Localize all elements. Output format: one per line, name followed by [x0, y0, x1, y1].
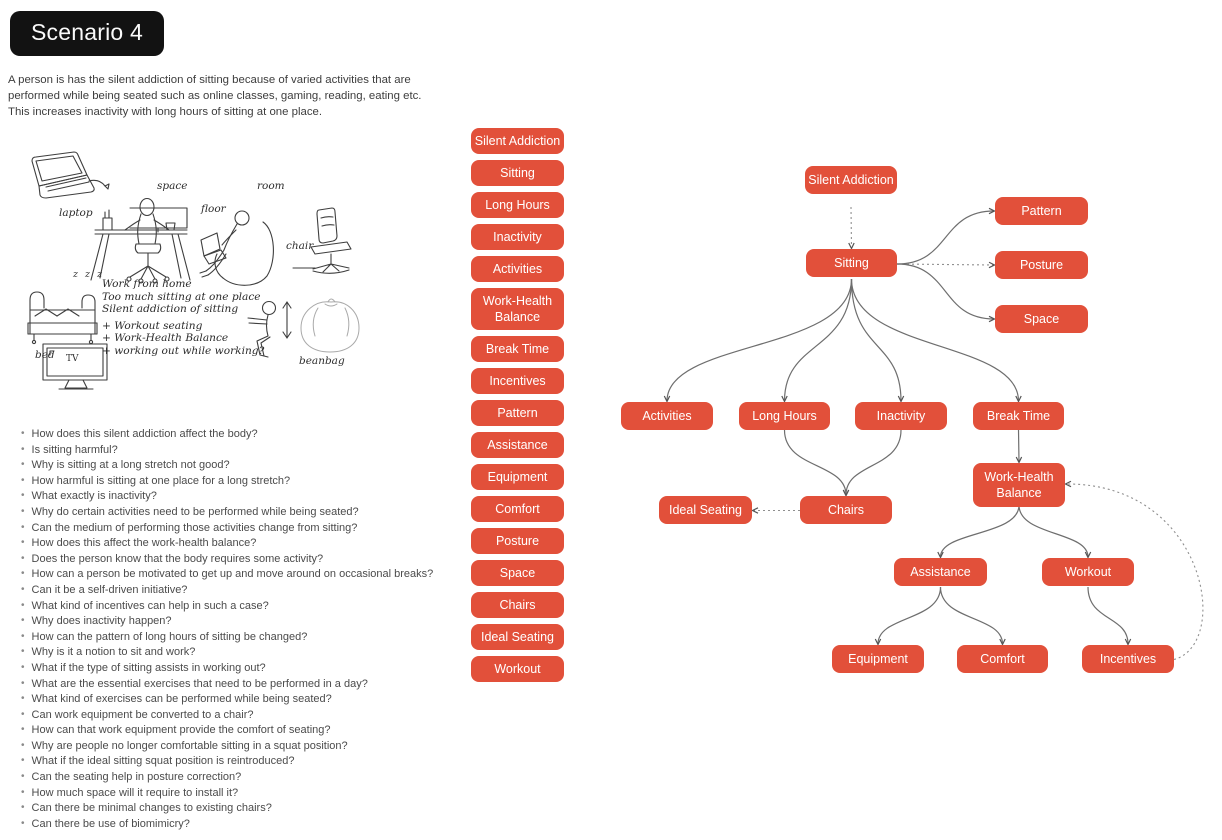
question-item: • How can the pattern of long hours of sitting be changed?: [21, 630, 491, 646]
laptop-sketch-icon: [32, 152, 109, 198]
tag-sitting[interactable]: Sitting: [471, 160, 564, 186]
question-item: • How harmful is sitting at one place for a long stretch?: [21, 474, 491, 490]
question-item: • Can the medium of performing those activities change from sitting?: [21, 521, 491, 537]
question-item: • Can the seating help in posture correction?: [21, 770, 491, 786]
desk-scene-sketch: [91, 199, 190, 284]
tag-silent-addiction[interactable]: Silent Addiction: [471, 128, 564, 154]
tag-pattern[interactable]: Pattern: [471, 400, 564, 426]
question-item: • What kind of exercises can be performed while being seated?: [21, 692, 491, 708]
edge-silent-addiction-to-sitting: [851, 207, 852, 248]
node-long-hours[interactable]: Long Hours: [739, 402, 830, 430]
tag-comfort[interactable]: Comfort: [471, 496, 564, 522]
edge-sitting-to-inactivity: [852, 279, 902, 401]
sketch-label-bed: bed: [35, 349, 55, 361]
node-workout[interactable]: Workout: [1042, 558, 1134, 586]
tag-activities[interactable]: Activities: [471, 256, 564, 282]
question-item: • Can it be a self-driven initiative?: [21, 583, 491, 599]
question-item: • Why are people no longer comfortable sitting in a squat position?: [21, 739, 491, 755]
question-item: • Can work equipment be converted to a chair?: [21, 708, 491, 724]
sketch-note-line: + Workout seating: [102, 319, 203, 332]
tag-space[interactable]: Space: [471, 560, 564, 586]
edge-assistance-to-comfort: [941, 587, 1003, 644]
tag-chairs[interactable]: Chairs: [471, 592, 564, 618]
tag-inactivity[interactable]: Inactivity: [471, 224, 564, 250]
tag-long-hours[interactable]: Long Hours: [471, 192, 564, 218]
edge-break-time-to-work-health-balance: [1019, 430, 1020, 462]
node-inactivity[interactable]: Inactivity: [855, 402, 947, 430]
node-activities[interactable]: Activities: [621, 402, 713, 430]
reading-person-sketch: [200, 211, 273, 285]
tag-posture[interactable]: Posture: [471, 528, 564, 554]
edge-long-hours-to-chairs: [785, 430, 847, 495]
sketch-label-space: space: [157, 180, 188, 192]
node-work-health-balance[interactable]: Work-Health Balance: [973, 463, 1065, 507]
node-assistance[interactable]: Assistance: [894, 558, 987, 586]
question-item: • How much space will it require to install it?: [21, 786, 491, 802]
node-ideal-seating[interactable]: Ideal Seating: [659, 496, 752, 524]
tag-column: [471, 128, 564, 688]
tag-equipment[interactable]: Equipment: [471, 464, 564, 490]
sketch-label-room: room: [257, 180, 285, 192]
sketch-label-beanbag: beanbag: [299, 355, 345, 367]
node-chairs[interactable]: Chairs: [800, 496, 892, 524]
sketch-panel: [15, 150, 465, 398]
tag-assistance[interactable]: Assistance: [471, 432, 564, 458]
mindmap: [600, 150, 1222, 710]
question-item: • Can there be minimal changes to existing chairs?: [21, 801, 491, 817]
tag-incentives[interactable]: Incentives: [471, 368, 564, 394]
node-comfort[interactable]: Comfort: [957, 645, 1048, 673]
sketch-note-line: Work from home: [102, 278, 192, 290]
question-item: • How can a person be motivated to get up and move around on occasional breaks?: [21, 567, 491, 583]
node-space[interactable]: Space: [995, 305, 1088, 333]
intro-line: This increases inactivity with long hours of sitting at one place.: [8, 105, 323, 118]
node-silent-addiction[interactable]: Silent Addiction: [805, 166, 897, 194]
sketch-label-floor: floor: [201, 203, 226, 215]
edge-assistance-to-equipment: [878, 587, 941, 644]
sketch-note-line: + working out while working?: [102, 344, 265, 357]
question-item: • What exactly is inactivity?: [21, 489, 491, 505]
questions-list: [21, 427, 491, 832]
edge-sitting-to-space: [897, 264, 994, 319]
node-posture[interactable]: Posture: [995, 251, 1088, 279]
edge-sitting-to-posture: [897, 264, 994, 265]
question-item: • How does this affect the work-health balance?: [21, 536, 491, 552]
edge-sitting-to-break-time: [852, 279, 1019, 401]
edge-sitting-to-long-hours: [785, 279, 852, 401]
question-item: • Why is sitting at a long stretch not good?: [21, 458, 491, 474]
question-item: • How can that work equipment provide the comfort of seating?: [21, 723, 491, 739]
node-sitting[interactable]: Sitting: [806, 249, 897, 277]
intro-paragraph: [8, 73, 448, 120]
edge-work-health-balance-to-workout: [1019, 505, 1088, 557]
scenario-title: Scenario 4: [31, 19, 143, 45]
node-equipment[interactable]: Equipment: [832, 645, 924, 673]
node-pattern[interactable]: Pattern: [995, 197, 1088, 225]
tag-break-time[interactable]: Break Time: [471, 336, 564, 362]
question-item: • Is sitting harmful?: [21, 443, 491, 459]
question-item: • What if the ideal sitting squat position is reintroduced?: [21, 754, 491, 770]
question-item: • Why is it a notion to sit and work?: [21, 645, 491, 661]
sketch-label-laptop: laptop: [59, 207, 93, 219]
question-item: • Does the person know that the body requires some activity?: [21, 552, 491, 568]
edge-work-health-balance-to-assistance: [941, 505, 1020, 557]
mindmap-edges: [600, 150, 1222, 710]
intro-line: A person is has the silent addiction of sitting because of varied activities that are: [8, 74, 411, 86]
question-item: • Why do certain activities need to be performed while being seated?: [21, 505, 491, 521]
sketch-label-zzz: z z z: [73, 269, 105, 280]
sketch-label-tv: TV: [66, 354, 79, 364]
edge-sitting-to-pattern: [897, 211, 994, 264]
sketch-note-line: Too much sitting at one place: [102, 290, 261, 303]
intro-line: performed while being seated such as online classes, gaming, reading, eating etc.: [8, 89, 422, 102]
node-break-time[interactable]: Break Time: [973, 402, 1064, 430]
sketch-note-line: + Work-Health Balance: [102, 332, 229, 345]
question-item: • What are the essential exercises that need to be performed in a day?: [21, 677, 491, 693]
question-item: • Why does inactivity happen?: [21, 614, 491, 630]
question-item: • How does this silent addiction affect the body?: [21, 427, 491, 443]
bed-sketch-icon: [28, 292, 97, 344]
question-item: • Can there be use of biomimicry?: [21, 817, 491, 833]
node-incentives[interactable]: Incentives: [1082, 645, 1174, 673]
edge-workout-to-incentives: [1088, 587, 1128, 644]
tag-work-health-balance[interactable]: Work-Health Balance: [471, 288, 564, 330]
question-item: • What if the type of sitting assists in working out?: [21, 661, 491, 677]
beanbag-sketch-icon: [301, 299, 359, 352]
sketch-label-chair: chair: [286, 240, 314, 252]
scenario-title-badge: [10, 11, 164, 56]
sketch-notes: [102, 278, 292, 358]
sketch-note-line: Silent addiction of sitting: [102, 303, 239, 316]
question-item: • What kind of incentives can help in such a case?: [21, 599, 491, 615]
edge-inactivity-to-chairs: [846, 430, 901, 495]
tag-workout[interactable]: Workout: [471, 656, 564, 682]
tag-ideal-seating[interactable]: Ideal Seating: [471, 624, 564, 650]
